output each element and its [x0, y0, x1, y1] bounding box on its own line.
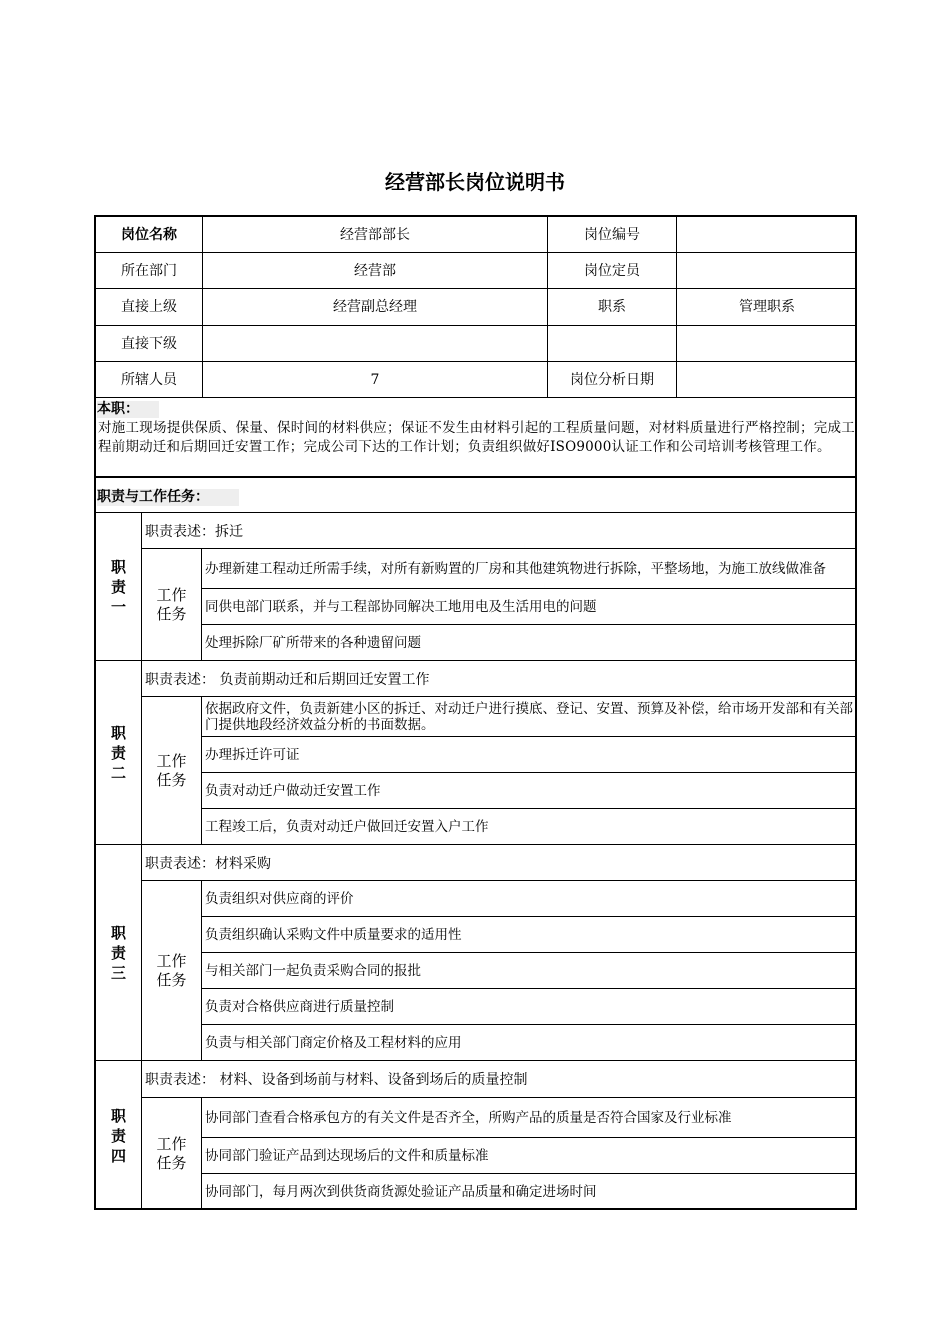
label-direct-subordinate: 直接下级: [96, 326, 203, 362]
duty-3-task: 负责对合格供应商进行质量控制: [202, 989, 857, 1025]
value-staff-count: 7: [203, 362, 548, 398]
value-direct-subordinate: [203, 326, 548, 362]
value-job-family: 管理职系: [677, 289, 857, 326]
summary-text: 对施工现场提供保质、保量、保时间的材料供应；保证不发生由材料引起的工程质量问题，对材料质量进行严格控制；完成工程前期动迁和后期回迁安置工作；完成公司下达的工作计划；负责组织做好ISO9000认证工作和公司培训考核管理工作。: [98, 420, 855, 455]
value-position-code: [677, 217, 857, 253]
value-direct-superior: 经营副总经理: [203, 289, 548, 326]
duty-4-task: 协同部门验证产品到达现场后的文件和质量标准: [202, 1138, 857, 1174]
summary-section: [96, 398, 857, 478]
label-position-name: 岗位名称: [96, 217, 203, 253]
duty-2-task: 负责对动迁户做动迁安置工作: [202, 773, 857, 809]
value-position-name: 经营部部长: [203, 217, 548, 253]
duty-2-task-label: 工作任务: [142, 697, 202, 845]
duties-label: 职责与工作任务：: [97, 489, 239, 506]
page-title: 经营部长岗位说明书: [385, 170, 565, 194]
empty-cell: [548, 326, 677, 362]
duty-4-label: 职责四: [96, 1061, 142, 1210]
duty-4-task: 协同部门，每月两次到供货商货源处验证产品质量和确定进场时间: [205, 1184, 597, 1200]
label-staff-count: 所辖人员: [96, 362, 203, 398]
duty-3-task: 负责组织确认采购文件中质量要求的适用性: [202, 917, 857, 953]
duty-2-task: 工程竣工后，负责对动迁户做回迁安置入户工作: [202, 809, 857, 845]
duty-1-task: 同供电部门联系，并与工程部协同解决工地用电及生活用电的问题: [202, 589, 857, 625]
value-department: 经营部: [203, 253, 548, 289]
duty-3-task: 负责组织对供应商的评价: [202, 881, 857, 917]
label-department: 所在部门: [96, 253, 203, 289]
duties-header: [96, 479, 857, 513]
label-direct-superior: 直接上级: [96, 289, 203, 326]
duty-4-task-label: 工作任务: [142, 1098, 202, 1210]
value-analysis-date: [677, 362, 857, 398]
empty-cell: [677, 326, 857, 362]
duty-4-task: 协同部门查看合格承包方的有关文件是否齐全，所购产品的质量是否符合国家及行业标准: [202, 1098, 857, 1138]
duty-3-task: 与相关部门一起负责采购合同的报批: [202, 953, 857, 989]
duty-3-description: 职责表述：材料采购: [142, 845, 857, 881]
job-description-table: [94, 215, 857, 1210]
duty-1-label: 职责一: [96, 513, 142, 661]
duty-4-description: 职责表述： 材料、设备到场前与材料、设备到场后的质量控制: [142, 1061, 857, 1098]
label-headcount: 岗位定员: [548, 253, 677, 289]
duty-2-task: 办理拆迁许可证: [202, 737, 857, 773]
duty-2-description: 职责表述： 负责前期动迁和后期回迁安置工作: [142, 661, 857, 697]
duty-3-task-label: 工作任务: [142, 881, 202, 1061]
duty-1-description: 职责表述：拆迁: [142, 513, 857, 549]
duty-1-task-label: 工作任务: [142, 549, 202, 661]
duty-1-task: 处理拆除厂矿所带来的各种遗留问题: [202, 625, 857, 661]
label-job-family: 职系: [548, 289, 677, 326]
duty-3-label: 职责三: [96, 845, 142, 1061]
duty-1-task: 办理新建工程动迁所需手续，对所有新购置的厂房和其他建筑物进行拆除，平整场地，为施工放线做准备: [202, 549, 857, 589]
label-position-code: 岗位编号: [548, 217, 677, 253]
summary-label: 本职：: [97, 401, 159, 418]
duty-2-label: 职责二: [96, 661, 142, 845]
duty-3-task: 负责与相关部门商定价格及工程材料的应用: [202, 1025, 857, 1061]
label-analysis-date: 岗位分析日期: [548, 362, 677, 398]
value-headcount: [677, 253, 857, 289]
duty-2-task: 依据政府文件，负责新建小区的拆迁、对动迁户进行摸底、登记、安置、预算及补偿，给市场开发部和有关部门提供地段经济效益分析的书面数据。: [202, 697, 857, 737]
